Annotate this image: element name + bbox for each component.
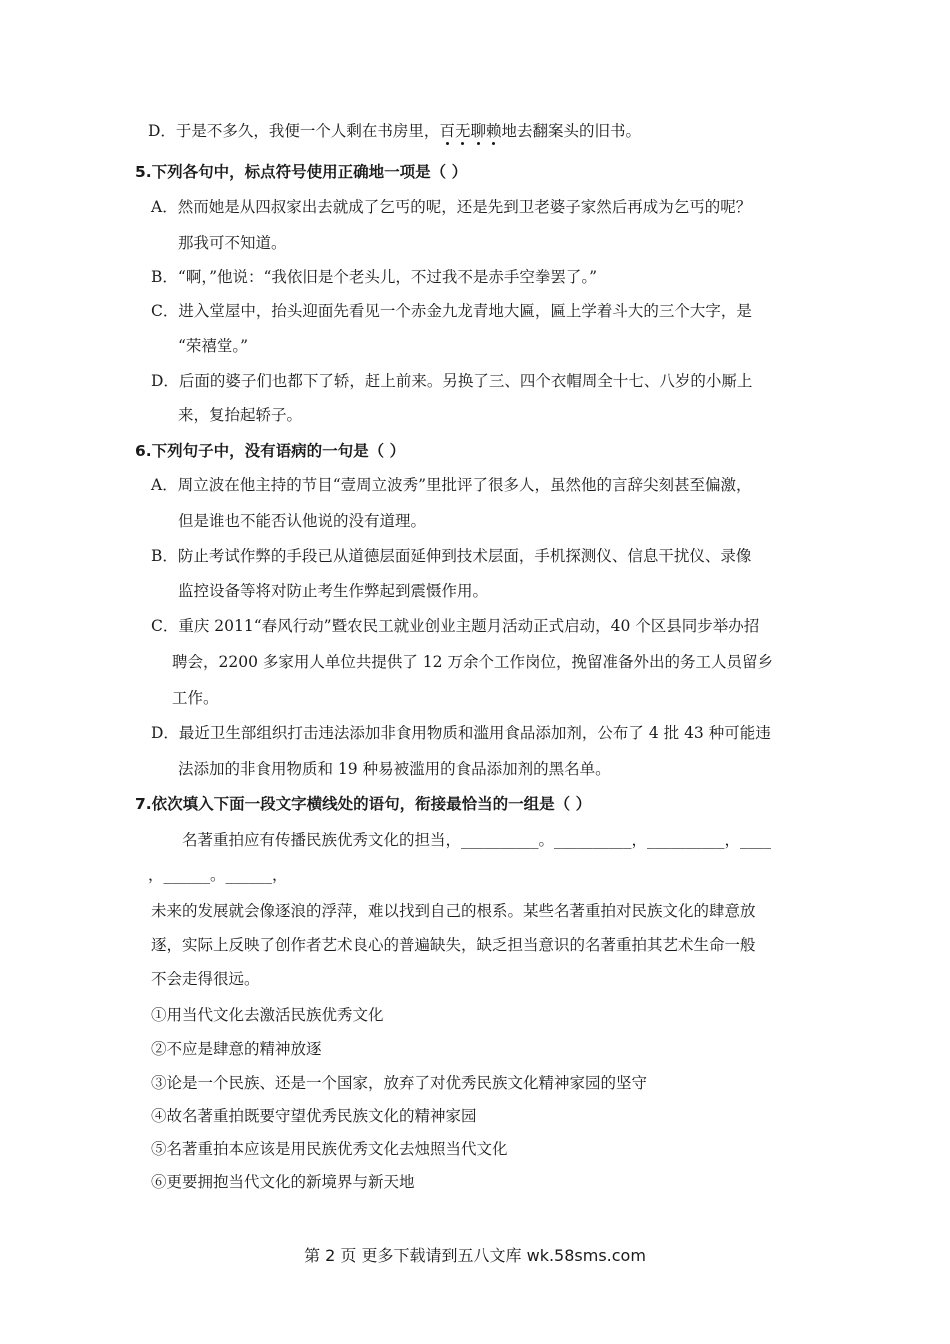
question-5-stem: 5.下列各句中，标点符号使用正确地一项是（ ） — [135, 163, 468, 181]
prev-option-d-pre: D．于是不多久，我便一个人剩在书房里， — [148, 122, 440, 140]
q5-option-a-line1: A．然而她是从四叔家出去就成了乞丐的呢，还是先到卫老婆子家然后再成为乞丐的呢？ — [151, 198, 752, 216]
question-7-stem: 7.依次填入下面一段文字横线处的语句，衔接最恰当的一组是（ ） — [135, 795, 592, 813]
q7-item-1: ①用当代文化去激活民族优秀文化 — [151, 1006, 384, 1024]
prev-option-d-post: 地去翻案头的旧书。 — [501, 122, 642, 140]
emphasis-char: 聊 — [470, 122, 486, 140]
q7-passage-line1: 名著重拍应有传播民族优秀文化的担当，__________。__________，__________，____ — [182, 831, 772, 849]
q6-option-c-line3: 工作。 — [172, 689, 219, 707]
q5-option-a-line2: 那我可不知道。 — [178, 234, 287, 252]
emphasis-char: 百 — [439, 122, 455, 140]
q7-passage-line3: 未来的发展就会像逐浪的浮萍，难以找到自己的根系。某些名著重拍对民族文化的肆意放 — [151, 902, 756, 920]
q6-option-b-line1: B．防止考试作弊的手段已从道德层面延伸到技术层面，手机探测仪、信息干扰仪、录像 — [151, 547, 752, 565]
q7-passage-line5: 不会走得很远。 — [151, 970, 260, 988]
q7-item-6: ⑥更要拥抱当代文化的新境界与新天地 — [151, 1173, 415, 1191]
q6-option-c-line1: C．重庆 2011“春风行动”暨农民工就业创业主题月活动正式启动，40 个区县同步举办招 — [151, 617, 760, 635]
q6-option-d-line2: 法添加的非食用物质和 19 种易被滥用的食品添加剂的黑名单。 — [178, 760, 611, 778]
q7-item-3: ③论是一个民族、还是一个国家，放弃了对优秀民族文化精神家园的坚守 — [151, 1074, 648, 1092]
q6-option-c-line2: 聘会，2200 多家用人单位共提供了 12 万余个工作岗位，挽留准备外出的务工人员留乡 — [172, 653, 773, 671]
q5-option-d-line2: 来，复抬起轿子。 — [178, 406, 303, 424]
q6-option-d-line1: D．最近卫生部组织打击违法添加非食用物质和滥用食品添加剂，公布了 4 批 43 种可能违 — [151, 724, 771, 742]
q5-option-d-line1: D．后面的婆子们也都下了轿，赶上前来。另换了三、四个衣帽周全十七、八岁的小厮上 — [151, 372, 753, 390]
q5-option-c-line1: C．进入堂屋中，抬头迎面先看见一个赤金九龙青地大匾，匾上学着斗大的三个大字，是 — [151, 302, 752, 320]
q5-option-c-line2: “荣禧堂。” — [178, 337, 249, 355]
q7-passage-line2: ，______。______， — [148, 866, 288, 884]
q7-item-2: ②不应是肆意的精神放逐 — [151, 1040, 322, 1058]
prev-option-d — [148, 120, 641, 142]
question-6-stem: 6.下列句子中，没有语病的一句是（ ） — [135, 442, 406, 460]
q6-option-a-line1: A．周立波在他主持的节目“壹周立波秀”里批评了很多人，虽然他的言辞尖刻甚至偏激， — [151, 476, 752, 494]
q7-item-5: ⑤名著重拍本应该是用民族优秀文化去烛照当代文化 — [151, 1140, 508, 1158]
q6-option-b-line2: 监控设备等将对防止考生作弊起到震慑作用。 — [178, 582, 489, 600]
q7-passage-line4: 逐，实际上反映了创作者艺术良心的普遍缺失，缺乏担当意识的名著重拍其艺术生命一般 — [151, 936, 756, 954]
page-footer: 第 2 页 更多下载请到五八文库 wk.58sms.com — [304, 1246, 646, 1265]
q6-option-a-line2: 但是谁也不能否认他说的没有道理。 — [178, 512, 427, 530]
emphasis-char: 赖 — [485, 122, 502, 140]
q5-option-b: B．“啊，”他说：“我依旧是个老头儿，不过我不是赤手空拳罢了。” — [151, 268, 598, 286]
emphasis-char: 无 — [454, 122, 471, 140]
q7-item-4: ④故名著重拍既要守望优秀民族文化的精神家园 — [151, 1107, 477, 1125]
